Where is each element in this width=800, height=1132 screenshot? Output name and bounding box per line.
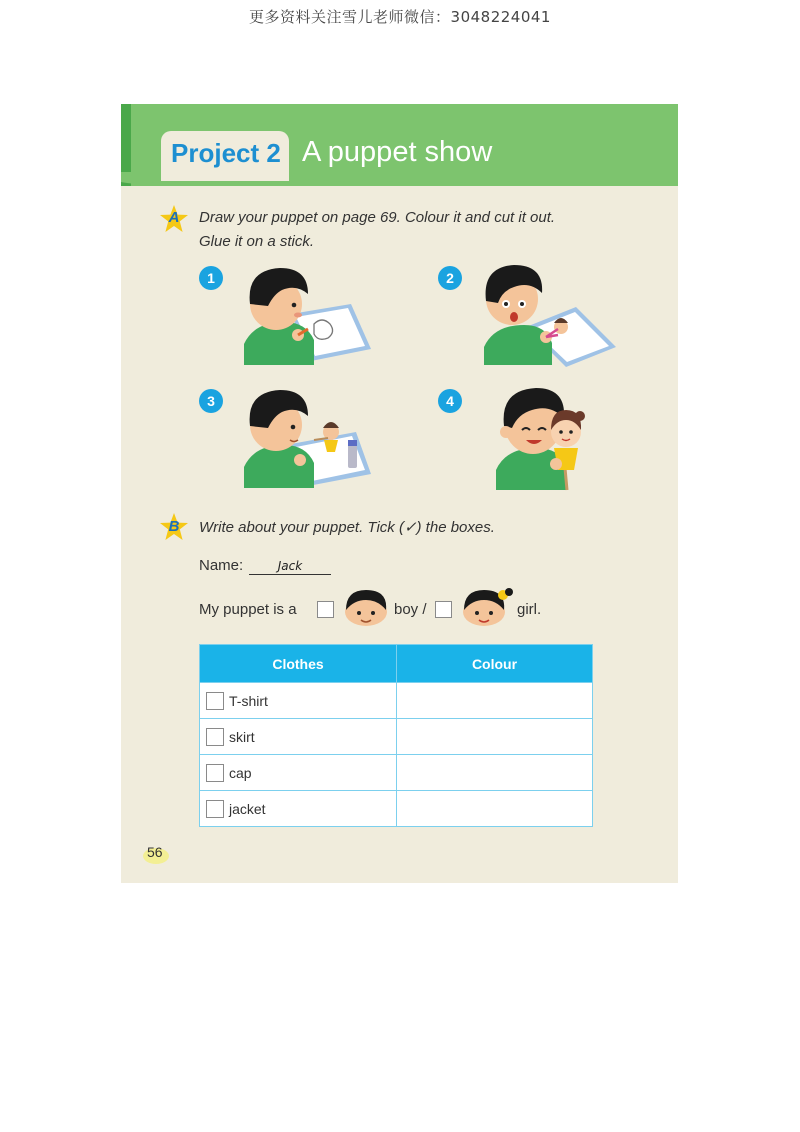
table-row <box>200 719 593 755</box>
step-number-3: 3 <box>199 389 223 413</box>
item-label: skirt <box>229 728 255 745</box>
page-number: 56 <box>147 844 163 860</box>
section-a-line2: Glue it on a stick. <box>199 233 315 250</box>
name-label: Name: <box>199 557 244 574</box>
table-row <box>200 683 593 719</box>
section-b-instruction: Write about your puppet. Tick (✓) the boxes. <box>199 519 495 536</box>
illustration-boy-puppet <box>476 386 621 492</box>
workbook-page <box>121 104 678 883</box>
project-label: Project 2 <box>171 138 281 168</box>
girl-face-icon <box>459 586 515 628</box>
boy-label: boy / <box>394 601 427 618</box>
header-colour: Colour <box>397 645 593 683</box>
step-number-2: 2 <box>438 266 462 290</box>
table-row <box>200 791 593 827</box>
colour-cell[interactable] <box>397 719 593 755</box>
step-number-1: 1 <box>199 266 223 290</box>
item-label: cap <box>229 764 252 781</box>
jacket-checkbox[interactable] <box>206 800 224 818</box>
illustration-boy-cutting <box>476 259 621 369</box>
colour-cell[interactable] <box>397 683 593 719</box>
boy-face-icon <box>341 588 391 628</box>
item-label: T-shirt <box>229 692 268 709</box>
colour-cell[interactable] <box>397 791 593 827</box>
section-a-line1: Draw your puppet on page 69. Colour it and cut it out. <box>199 209 556 226</box>
boy-checkbox[interactable] <box>317 601 334 618</box>
header-clothes: Clothes <box>200 645 397 683</box>
name-value[interactable]: Jack <box>277 559 303 573</box>
item-label: jacket <box>229 800 266 817</box>
puppet-sentence-start: My puppet is a <box>199 601 297 618</box>
girl-label: girl. <box>517 601 542 618</box>
clothes-table <box>199 644 593 827</box>
girl-checkbox[interactable] <box>435 601 452 618</box>
skirt-checkbox[interactable] <box>206 728 224 746</box>
colour-cell[interactable] <box>397 755 593 791</box>
cap-checkbox[interactable] <box>206 764 224 782</box>
watermark-text: 更多资料关注雪儿老师微信：3048224041 <box>249 8 551 26</box>
illustration-boy-drawing <box>236 259 376 367</box>
section-a-letter: A <box>168 209 180 226</box>
name-underline <box>249 574 331 575</box>
step-number-4: 4 <box>438 389 462 413</box>
section-b-letter: B <box>168 518 180 535</box>
page-title: A puppet show <box>302 136 493 168</box>
tshirt-checkbox[interactable] <box>206 692 224 710</box>
table-row <box>200 755 593 791</box>
illustration-boy-gluing <box>236 382 376 490</box>
